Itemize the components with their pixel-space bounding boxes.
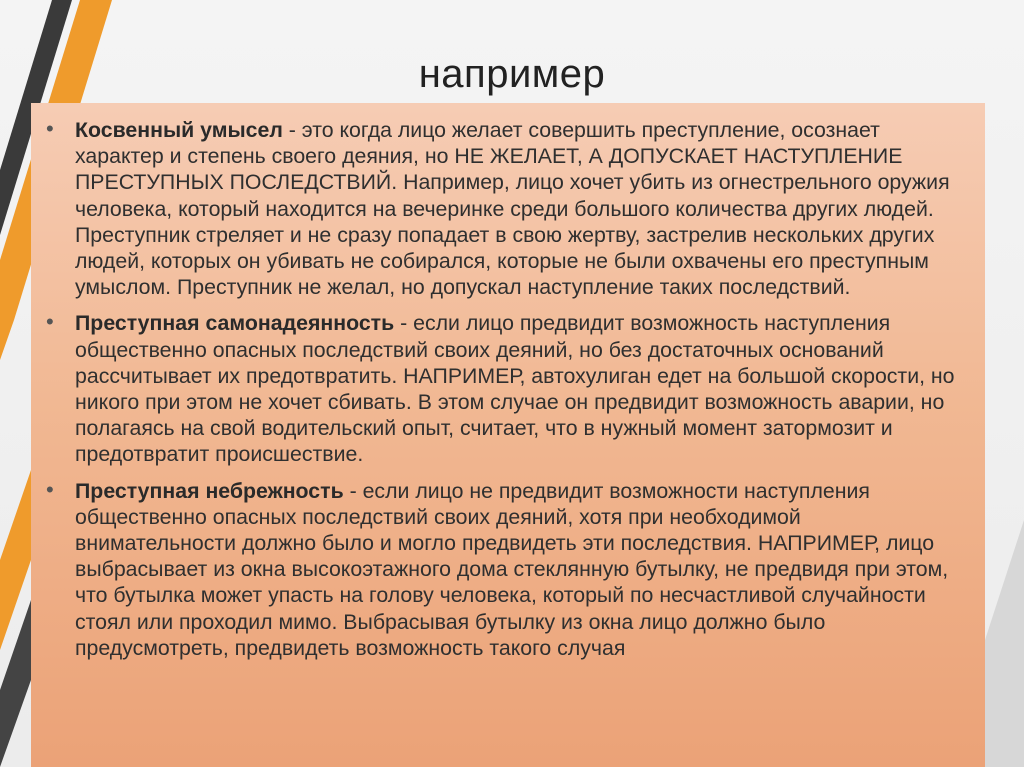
bullet-text: - если лицо предвидит возможность наступления общественно опасных последствий своих деяний, но без достаточных оснований рассчитывает их предотвратить. НАПРИМЕР, автохулиган едет на большой скорости, но никого при этом не хочет сбивать. В этом случае он предвидит возможность аварии, но полагаясь на свой водительский опыт, считает, что в нужный момент затормозит и предотвратит происшествие. — [75, 311, 955, 467]
bullet-item — [46, 116, 955, 300]
content-box — [31, 103, 985, 767]
bullet-item — [46, 476, 955, 661]
bullet-text: - это когда лицо желает совершить преступление, осознает характер и степень своего деяния, но НЕ ЖЕЛАЕТ, А ДОПУСКАЕТ НАСТУПЛЕНИЕ ПРЕСТУПНЫХ ПОСЛЕДСТВИЙ. Например, лицо хочет убить из огнестрельного оружия человека, который находится на вечеринке среди большого количества других людей. Преступник стреляет и не сразу попадает в свою жертву, застрелив нескольких других людей, которых он убивать не собирался, которые не были охвачены его преступным умыслом. Преступник не желал, но допускал наступление таких последствий. — [75, 118, 950, 300]
slide-title: например — [418, 52, 606, 96]
bullet-text: - если лицо не предвидит возможности наступления общественно опасных последствий своих деяний, хотя при необходимой внимательности должно было и могло предвидеть эти последствия. НАПРИМЕР, лицо выбрасывает из окна высокоэтажного дома стеклянную бутылку, не предвидя при этом, что бутылка может упасть на голову человека, который по несчастливой случайности стоял или проходил мимо. Выбрасывая бутылку из окна лицо должно было предусмотреть, предвидеть возможность такого случая — [75, 478, 949, 660]
bullet-term: Косвенный умысел — [75, 118, 283, 142]
bullet-term: Преступная самонадеянность — [75, 311, 395, 336]
bullet-item — [46, 309, 955, 467]
bullet-marker: • — [46, 309, 54, 335]
bullet-marker: • — [46, 116, 54, 141]
grey-stripe-right — [985, 520, 1024, 767]
bullet-marker: • — [46, 476, 54, 502]
bullet-term: Преступная небрежность — [75, 478, 344, 503]
